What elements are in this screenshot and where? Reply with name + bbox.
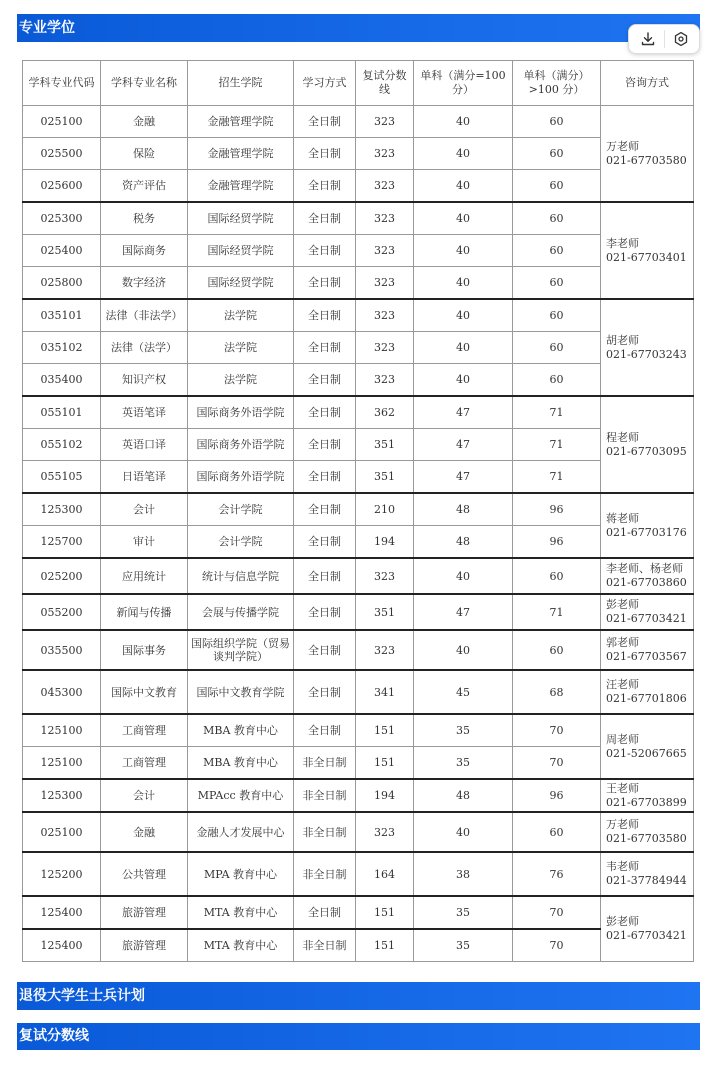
- cell-single-2: 60: [513, 364, 601, 397]
- cell-code: 055105: [23, 461, 101, 494]
- cell-single-2: 71: [513, 461, 601, 494]
- cell-school: 法学院: [188, 299, 294, 332]
- cell-code: 025600: [23, 170, 101, 203]
- cell-single-2: 68: [513, 670, 601, 714]
- cell-name: 会计: [101, 493, 188, 526]
- table-row: [23, 714, 694, 747]
- cell-code: 025800: [23, 267, 101, 300]
- cell-contact: [601, 852, 694, 896]
- cell-single-1: 48: [414, 493, 513, 526]
- contact-name: 周老师: [606, 732, 639, 746]
- cell-name: 审计: [101, 526, 188, 559]
- table-row: [23, 526, 694, 559]
- contact-name: 韦老师: [606, 860, 639, 873]
- cell-code: 025100: [23, 812, 101, 852]
- cell-single-1: 47: [414, 461, 513, 494]
- cell-name: 金融: [101, 106, 188, 138]
- cell-single-2: 60: [513, 558, 601, 594]
- cell-single-1: 40: [414, 812, 513, 852]
- cell-school: 国际经贸学院: [188, 202, 294, 235]
- cell-mode: 全日制: [294, 493, 356, 526]
- contact-phone: 021-67703580: [606, 153, 687, 167]
- contact-name: 蒋老师: [606, 511, 639, 525]
- cell-score: 210: [356, 493, 414, 526]
- cell-single-2: 76: [513, 852, 601, 896]
- cell-mode: 全日制: [294, 461, 356, 494]
- cell-mode: 非全日制: [294, 747, 356, 780]
- cell-school: 金融管理学院: [188, 106, 294, 138]
- cell-mode: 全日制: [294, 630, 356, 670]
- cell-score: 194: [356, 779, 414, 812]
- cell-name: 保险: [101, 138, 188, 170]
- cell-school: 金融管理学院: [188, 170, 294, 203]
- cell-mode: 非全日制: [294, 852, 356, 896]
- cell-code: 035101: [23, 299, 101, 332]
- cell-mode: 非全日制: [294, 812, 356, 852]
- cell-name: 会计: [101, 779, 188, 812]
- cell-score: 323: [356, 332, 414, 364]
- cell-school: 金融人才发展中心: [188, 812, 294, 852]
- cell-single-2: 96: [513, 493, 601, 526]
- cell-code: 125400: [23, 896, 101, 929]
- table-row: [23, 929, 694, 962]
- cell-single-2: 71: [513, 429, 601, 461]
- cell-school: 国际中文教育学院: [188, 670, 294, 714]
- cell-single-2: 71: [513, 396, 601, 429]
- contact-name: 李老师、杨老师: [606, 562, 683, 575]
- contact-phone: 021-52067665: [606, 746, 687, 760]
- cell-score: 151: [356, 896, 414, 929]
- cell-contact: [601, 812, 694, 852]
- cell-school: MTA 教育中心: [188, 929, 294, 962]
- cell-single-2: 71: [513, 594, 601, 630]
- contact-name: 王老师: [606, 781, 639, 795]
- cell-score: 323: [356, 299, 414, 332]
- cell-contact: [601, 594, 694, 630]
- cell-code: 055200: [23, 594, 101, 630]
- cell-code: 125300: [23, 779, 101, 812]
- cell-score: 323: [356, 630, 414, 670]
- header-single-100: 单科（满分=100 分）: [414, 61, 513, 106]
- cell-code: 035400: [23, 364, 101, 397]
- cell-school: 统计与信息学院: [188, 558, 294, 594]
- cell-code: 055102: [23, 429, 101, 461]
- cell-mode: 全日制: [294, 106, 356, 138]
- table-row: [23, 235, 694, 267]
- cell-single-2: 60: [513, 106, 601, 138]
- contact-phone: 021-67703095: [606, 444, 687, 458]
- cell-name: 工商管理: [101, 747, 188, 780]
- cell-school: 国际商务外语学院: [188, 396, 294, 429]
- cell-single-1: 35: [414, 896, 513, 929]
- cell-code: 025500: [23, 138, 101, 170]
- cell-mode: 全日制: [294, 299, 356, 332]
- cell-mode: 全日制: [294, 396, 356, 429]
- cell-single-1: 40: [414, 170, 513, 203]
- cell-score: 151: [356, 747, 414, 780]
- cell-mode: 全日制: [294, 202, 356, 235]
- cell-name: 知识产权: [101, 364, 188, 397]
- table-row: [23, 896, 694, 929]
- table-row: [23, 558, 694, 594]
- cell-code: 025300: [23, 202, 101, 235]
- cell-single-2: 60: [513, 332, 601, 364]
- table-row: [23, 267, 694, 300]
- cell-single-1: 40: [414, 558, 513, 594]
- cell-single-1: 40: [414, 267, 513, 300]
- cell-name: 工商管理: [101, 714, 188, 747]
- contact-phone: 021-67703421: [606, 612, 687, 625]
- cell-name: 日语笔译: [101, 461, 188, 494]
- table-row: [23, 364, 694, 397]
- cell-code: 035500: [23, 630, 101, 670]
- cell-code: 125700: [23, 526, 101, 559]
- cell-score: 323: [356, 138, 414, 170]
- cell-school: 法学院: [188, 332, 294, 364]
- cell-code: 025200: [23, 558, 101, 594]
- cell-score: 164: [356, 852, 414, 896]
- cell-single-1: 35: [414, 714, 513, 747]
- section-title-retest-score: 复试分数线: [17, 1023, 700, 1050]
- cell-score: 323: [356, 235, 414, 267]
- cell-single-1: 35: [414, 929, 513, 962]
- cell-single-2: 70: [513, 714, 601, 747]
- table-header-row: [23, 61, 694, 106]
- table-row: [23, 138, 694, 170]
- cell-code: 125300: [23, 493, 101, 526]
- cell-name: 金融: [101, 812, 188, 852]
- cell-single-2: 60: [513, 170, 601, 203]
- cell-contact: [601, 896, 694, 962]
- cell-mode: 全日制: [294, 896, 356, 929]
- cell-code: 125400: [23, 929, 101, 962]
- admission-score-table: [22, 60, 694, 962]
- cell-score: 323: [356, 558, 414, 594]
- table-row: [23, 396, 694, 429]
- table-row: [23, 202, 694, 235]
- cell-code: 055101: [23, 396, 101, 429]
- cell-single-2: 70: [513, 929, 601, 962]
- cell-mode: 全日制: [294, 670, 356, 714]
- cell-contact: [601, 493, 694, 558]
- contact-name: 郭老师: [606, 636, 639, 649]
- cell-contact: [601, 558, 694, 594]
- cell-single-1: 40: [414, 299, 513, 332]
- cell-single-1: 40: [414, 202, 513, 235]
- cell-mode: 全日制: [294, 138, 356, 170]
- cell-mode: 全日制: [294, 267, 356, 300]
- table-row: [23, 630, 694, 670]
- download-icon[interactable]: [635, 27, 661, 51]
- contact-phone: 021-67703860: [606, 576, 687, 589]
- cell-score: 323: [356, 364, 414, 397]
- cell-name: 英语笔译: [101, 396, 188, 429]
- cell-score: 341: [356, 670, 414, 714]
- cell-school: 金融管理学院: [188, 138, 294, 170]
- table-row: [23, 429, 694, 461]
- contact-phone: 021-67703421: [606, 929, 687, 942]
- section-title-professional-degree: 专业学位: [17, 14, 700, 42]
- cell-single-1: 47: [414, 396, 513, 429]
- cell-single-1: 47: [414, 594, 513, 630]
- cell-school: MTA 教育中心: [188, 896, 294, 929]
- cell-single-1: 45: [414, 670, 513, 714]
- cell-single-1: 40: [414, 630, 513, 670]
- cell-name: 法律（非法学）: [101, 299, 188, 332]
- cell-single-1: 47: [414, 429, 513, 461]
- table-row: [23, 493, 694, 526]
- cell-score: 194: [356, 526, 414, 559]
- cell-code: 025400: [23, 235, 101, 267]
- cell-contact: [601, 299, 694, 396]
- table-row: [23, 779, 694, 812]
- table-row: [23, 106, 694, 138]
- cell-school: 国际商务外语学院: [188, 429, 294, 461]
- cell-score: 323: [356, 106, 414, 138]
- header-name: 学科专业名称: [101, 61, 188, 106]
- cell-school: MPAcc 教育中心: [188, 779, 294, 812]
- cell-score: 351: [356, 461, 414, 494]
- cell-single-2: 96: [513, 526, 601, 559]
- cell-code: 125100: [23, 714, 101, 747]
- contact-phone: 021-37784944: [606, 874, 687, 887]
- contact-name: 汪老师: [606, 678, 639, 691]
- cell-name: 英语口译: [101, 429, 188, 461]
- table-row: [23, 332, 694, 364]
- cell-name: 新闻与传播: [101, 594, 188, 630]
- cell-school: 法学院: [188, 364, 294, 397]
- cell-single-2: 60: [513, 630, 601, 670]
- cell-score: 323: [356, 812, 414, 852]
- cell-contact: [601, 202, 694, 299]
- cell-name: 国际商务: [101, 235, 188, 267]
- cell-single-2: 60: [513, 138, 601, 170]
- cell-score: 323: [356, 267, 414, 300]
- contact-phone: 021-67703567: [606, 650, 687, 663]
- cell-mode: 全日制: [294, 235, 356, 267]
- section-title-veteran-plan: 退役大学生士兵计划: [17, 982, 700, 1010]
- cell-single-1: 48: [414, 526, 513, 559]
- cell-school: 国际经贸学院: [188, 235, 294, 267]
- cell-mode: 全日制: [294, 429, 356, 461]
- table-row: [23, 594, 694, 630]
- cell-school: 会展与传播学院: [188, 594, 294, 630]
- contact-name: 胡老师: [606, 333, 639, 347]
- cell-mode: 全日制: [294, 332, 356, 364]
- header-single-over-100: 单科（满分）>100 分）: [513, 61, 601, 106]
- toolbar-divider: [664, 30, 665, 48]
- cell-single-1: 35: [414, 747, 513, 780]
- cell-mode: 全日制: [294, 594, 356, 630]
- cell-single-2: 60: [513, 299, 601, 332]
- cell-single-1: 40: [414, 332, 513, 364]
- cell-single-2: 60: [513, 235, 601, 267]
- header-contact: 咨询方式: [601, 61, 694, 106]
- cell-contact: [601, 396, 694, 493]
- contact-phone: 021-67703243: [606, 347, 687, 361]
- cell-school: 国际经贸学院: [188, 267, 294, 300]
- cell-mode: 全日制: [294, 714, 356, 747]
- header-school: 招生学院: [188, 61, 294, 106]
- cell-single-2: 60: [513, 267, 601, 300]
- cell-contact: [601, 779, 694, 812]
- cell-mode: 全日制: [294, 364, 356, 397]
- cell-contact: [601, 106, 694, 203]
- contact-name: 万老师: [606, 139, 639, 153]
- contact-phone: 021-67703580: [606, 832, 687, 845]
- cell-school: 国际商务外语学院: [188, 461, 294, 494]
- cell-name: 公共管理: [101, 852, 188, 896]
- cell-school: 会计学院: [188, 526, 294, 559]
- table-row: [23, 812, 694, 852]
- hexagon-settings-icon[interactable]: [668, 27, 694, 51]
- cell-single-2: 96: [513, 779, 601, 812]
- cell-contact: [601, 670, 694, 714]
- header-code: 学科专业代码: [23, 61, 101, 106]
- cell-name: 国际事务: [101, 630, 188, 670]
- cell-code: 045300: [23, 670, 101, 714]
- cell-school: MBA 教育中心: [188, 747, 294, 780]
- cell-school: 会计学院: [188, 493, 294, 526]
- cell-single-1: 38: [414, 852, 513, 896]
- contact-phone: 021-67703401: [606, 250, 687, 264]
- table-row: [23, 461, 694, 494]
- cell-single-1: 40: [414, 138, 513, 170]
- cell-name: 数字经济: [101, 267, 188, 300]
- cell-score: 351: [356, 429, 414, 461]
- cell-single-2: 60: [513, 812, 601, 852]
- cell-contact: [601, 630, 694, 670]
- cell-mode: 非全日制: [294, 779, 356, 812]
- cell-score: 362: [356, 396, 414, 429]
- table-row: [23, 852, 694, 896]
- cell-code: 125200: [23, 852, 101, 896]
- cell-single-2: 70: [513, 896, 601, 929]
- contact-name: 彭老师: [606, 598, 639, 611]
- cell-name: 法律（法学）: [101, 332, 188, 364]
- contact-phone: 021-67701806: [606, 692, 687, 705]
- header-mode: 学习方式: [294, 61, 356, 106]
- cell-single-1: 48: [414, 779, 513, 812]
- cell-code: 125100: [23, 747, 101, 780]
- table-row: [23, 747, 694, 780]
- cell-name: 旅游管理: [101, 929, 188, 962]
- cell-score: 323: [356, 170, 414, 203]
- cell-name: 旅游管理: [101, 896, 188, 929]
- cell-single-1: 40: [414, 106, 513, 138]
- contact-name: 万老师: [606, 818, 639, 831]
- cell-name: 国际中文教育: [101, 670, 188, 714]
- cell-name: 税务: [101, 202, 188, 235]
- table-row: [23, 299, 694, 332]
- cell-name: 资产评估: [101, 170, 188, 203]
- cell-mode: 非全日制: [294, 929, 356, 962]
- header-score: 复试分数线: [356, 61, 414, 106]
- cell-score: 351: [356, 594, 414, 630]
- cell-school: 国际组织学院（贸易谈判学院）: [188, 630, 294, 670]
- cell-score: 151: [356, 714, 414, 747]
- cell-mode: 全日制: [294, 558, 356, 594]
- table-row: [23, 170, 694, 203]
- cell-code: 035102: [23, 332, 101, 364]
- image-toolbar: [628, 24, 700, 54]
- cell-name: 应用统计: [101, 558, 188, 594]
- cell-mode: 全日制: [294, 526, 356, 559]
- contact-name: 程老师: [606, 430, 639, 444]
- cell-single-1: 40: [414, 364, 513, 397]
- table-row: [23, 670, 694, 714]
- contact-name: 李老师: [606, 236, 639, 250]
- cell-mode: 全日制: [294, 170, 356, 203]
- cell-score: 151: [356, 929, 414, 962]
- contact-name: 彭老师: [606, 915, 639, 928]
- cell-code: 025100: [23, 106, 101, 138]
- contact-phone: 021-67703176: [606, 525, 687, 539]
- cell-contact: [601, 714, 694, 779]
- cell-single-2: 70: [513, 747, 601, 780]
- cell-single-1: 40: [414, 235, 513, 267]
- cell-school: MBA 教育中心: [188, 714, 294, 747]
- cell-single-2: 60: [513, 202, 601, 235]
- contact-phone: 021-67703899: [606, 795, 687, 809]
- cell-school: MPA 教育中心: [188, 852, 294, 896]
- cell-score: 323: [356, 202, 414, 235]
